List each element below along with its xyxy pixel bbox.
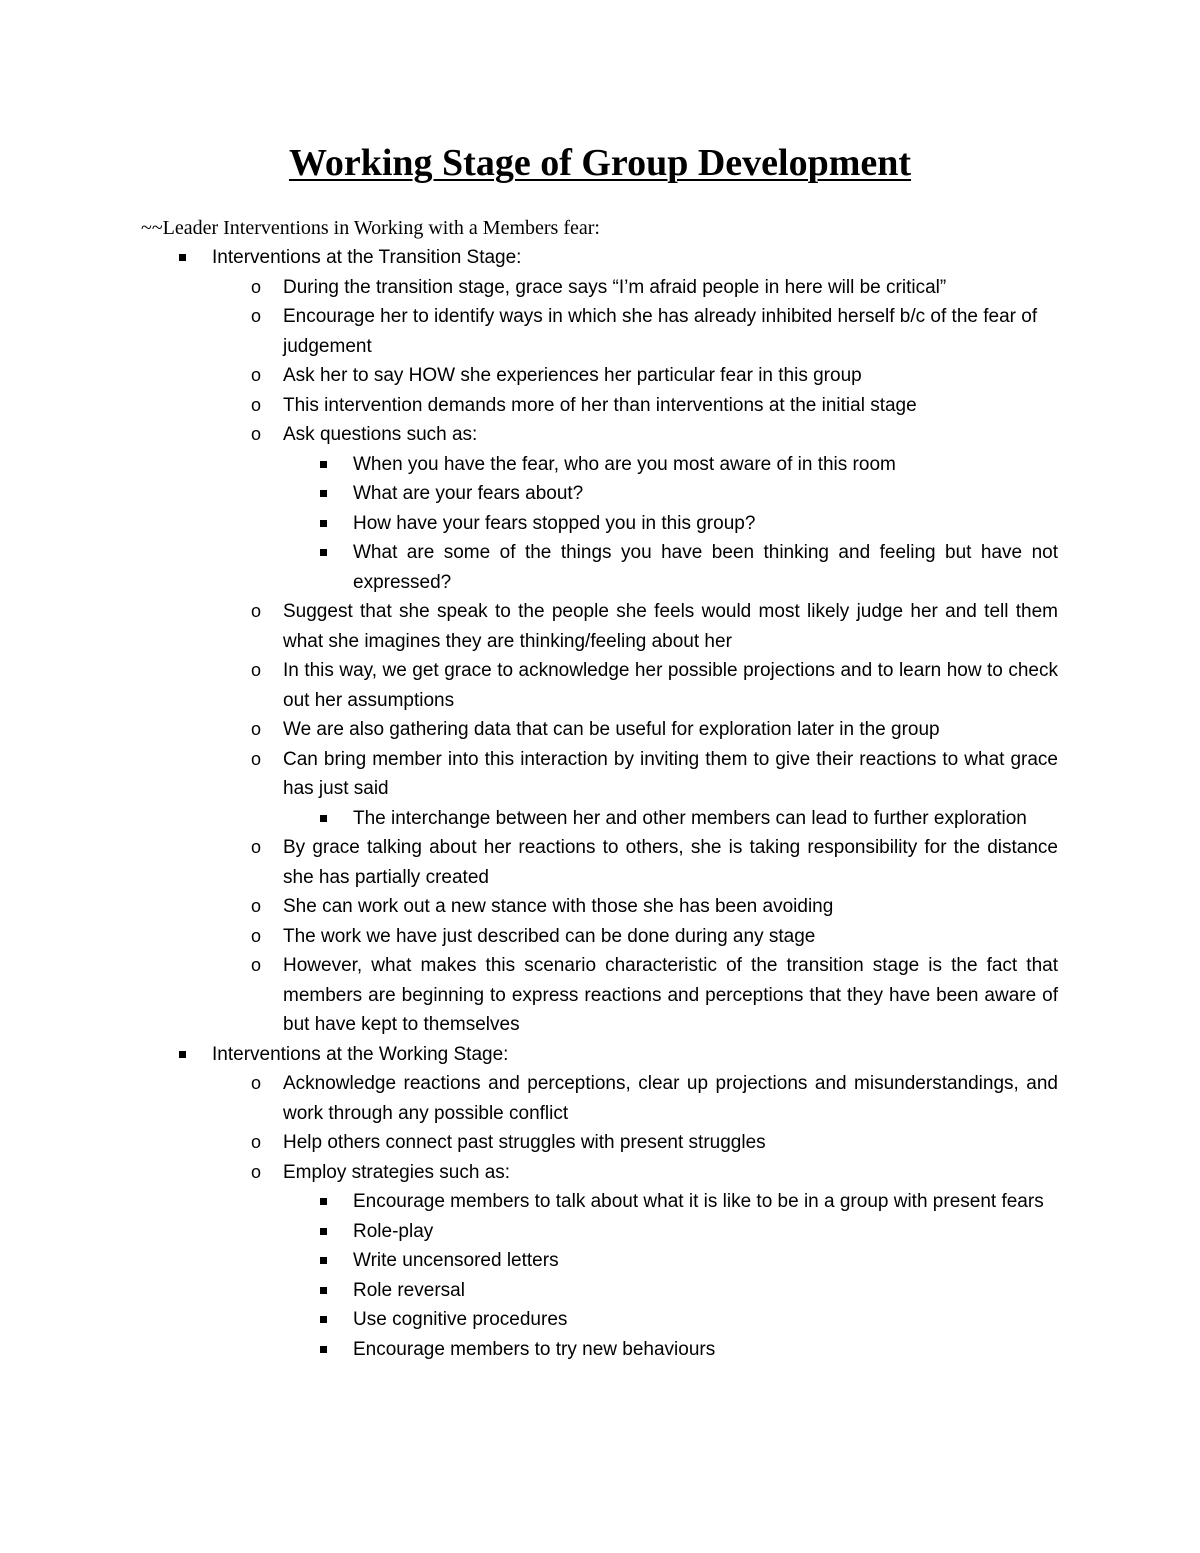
outline-list — [0, 243, 1200, 1364]
list-item-text: Encourage members to talk about what it is like to be in a group with present fears — [353, 1191, 1044, 1212]
page-title: Working Stage of Group Development — [288, 142, 912, 184]
list-item-text: Ask questions such as: — [283, 424, 478, 445]
circle-bullet-icon: o — [250, 925, 261, 946]
circle-bullet-icon: o — [250, 365, 261, 385]
list-item-text: Employ strategies such as: — [283, 1161, 511, 1183]
list-item-level-2 — [0, 715, 1058, 745]
list-item-level-2 — [0, 1158, 1058, 1188]
list-item-text: When you have the fear, who are you most aware of in this room — [353, 453, 896, 475]
list-item-text: Encourage her to identify ways in which she has already inhibited herself b/c of the fear of judgement — [283, 306, 1038, 357]
list-item-level-2 — [0, 273, 1058, 303]
list-item-text: Help others connect past struggles with present struggles — [283, 1132, 766, 1153]
list-item-text: How have your fears stopped you in this group? — [353, 512, 756, 534]
circle-bullet-icon: o — [250, 601, 261, 621]
list-item-text: Acknowledge reactions and perceptions, clear up projections and misunderstandings, and work through any possible conflict — [283, 1073, 1058, 1124]
list-item-text: The work we have just described can be done during any stage — [283, 925, 816, 947]
list-item-text: In this way, we get grace to acknowledge her possible projections and to learn how to check out her assumptions — [283, 660, 1058, 711]
list-item-level-1 — [0, 243, 1058, 273]
circle-bullet-icon: o — [250, 306, 261, 326]
list-item-level-2 — [0, 1128, 1058, 1158]
list-item-text: Write uncensored letters — [353, 1250, 559, 1271]
list-item-text: However, what makes this scenario characteristic of the transition stage is the fact that members are beginning to express reactions and perceptions that they have been aware of but have kept to themselves — [283, 955, 1058, 1035]
list-item-level-3 — [0, 538, 1058, 597]
list-item-level-3 — [0, 804, 1058, 834]
list-item-text: This intervention demands more of her than interventions at the initial stage — [283, 394, 917, 416]
circle-bullet-icon: o — [250, 1132, 261, 1152]
intro-line: ~~Leader Interventions in Working with a Members fear: — [141, 217, 600, 239]
circle-bullet-icon: o — [250, 276, 261, 297]
list-item-level-3 — [0, 1217, 1058, 1247]
circle-bullet-icon: o — [250, 896, 261, 916]
list-item-level-3 — [0, 1187, 1058, 1217]
list-item-text: What are your fears about? — [353, 483, 584, 504]
list-item-level-2 — [0, 951, 1058, 1040]
list-item-level-3 — [0, 450, 1058, 480]
list-item-level-2 — [0, 361, 1058, 391]
square-bullet-icon — [313, 1217, 333, 1247]
list-item-level-3 — [0, 1276, 1058, 1306]
circle-bullet-icon: o — [250, 719, 261, 739]
list-item-text: The interchange between her and other members can lead to further exploration — [353, 807, 1027, 829]
list-item-level-2 — [0, 391, 1058, 421]
list-item-level-2 — [0, 1069, 1058, 1128]
circle-bullet-icon: o — [250, 1073, 261, 1093]
square-bullet-icon — [172, 1040, 192, 1070]
square-bullet-icon — [313, 479, 333, 509]
list-item-text: Suggest that she speak to the people she feels would most likely judge her and tell them what she imagines they are thinking/feeling about her — [283, 601, 1058, 652]
list-item-text: Interventions at the Transition Stage: — [212, 247, 522, 268]
list-item-level-3 — [0, 1305, 1058, 1335]
circle-bullet-icon: o — [250, 660, 261, 680]
list-item-text: We are also gathering data that can be useful for exploration later in the group — [283, 719, 940, 740]
list-item-text: By grace talking about her reactions to others, she is taking responsibility for the distance she has partially created — [283, 837, 1058, 888]
list-item-level-2 — [0, 597, 1058, 656]
list-item-level-1 — [0, 1040, 1058, 1070]
square-bullet-icon — [313, 1276, 333, 1306]
list-item-level-3 — [0, 509, 1058, 539]
list-item-level-3 — [0, 1335, 1058, 1365]
list-item-level-3 — [0, 479, 1058, 509]
square-bullet-icon — [313, 538, 333, 568]
list-item-level-2 — [0, 656, 1058, 715]
list-item-text: Ask her to say HOW she experiences her particular fear in this group — [283, 365, 862, 386]
list-item-level-3 — [0, 1246, 1058, 1276]
list-item-level-2 — [0, 745, 1058, 804]
list-item-text: Role reversal — [353, 1279, 465, 1301]
list-item-text: What are some of the things you have been thinking and feeling but have not expressed? — [353, 542, 1058, 593]
list-item-level-2 — [0, 833, 1058, 892]
list-item-text: Encourage members to try new behaviours — [353, 1338, 716, 1360]
square-bullet-icon — [313, 509, 333, 539]
list-item-text: Role-play — [353, 1220, 434, 1242]
circle-bullet-icon: o — [250, 394, 261, 415]
square-bullet-icon — [313, 1246, 333, 1276]
square-bullet-icon — [313, 804, 333, 834]
list-item-text: Can bring member into this interaction by inviting them to give their reactions to what grace has just said — [283, 748, 1058, 799]
circle-bullet-icon: o — [250, 1161, 261, 1182]
list-item-text: Use cognitive procedures — [353, 1309, 568, 1330]
square-bullet-icon — [313, 1305, 333, 1335]
circle-bullet-icon: o — [250, 837, 261, 857]
list-item-level-2 — [0, 420, 1058, 450]
list-item-level-2 — [0, 302, 1058, 361]
list-item-text: During the transition stage, grace says “I’m afraid people in here will be critical” — [283, 276, 947, 298]
square-bullet-icon — [313, 1187, 333, 1217]
square-bullet-icon — [172, 243, 192, 273]
list-item-level-2 — [0, 892, 1058, 922]
list-item-text: Interventions at the Working Stage: — [212, 1043, 509, 1065]
square-bullet-icon — [313, 450, 333, 480]
circle-bullet-icon: o — [250, 955, 261, 975]
circle-bullet-icon: o — [250, 424, 261, 444]
circle-bullet-icon: o — [250, 748, 261, 769]
list-item-text: She can work out a new stance with those she has been avoiding — [283, 896, 834, 917]
list-item-level-2 — [0, 922, 1058, 952]
square-bullet-icon — [313, 1335, 333, 1365]
